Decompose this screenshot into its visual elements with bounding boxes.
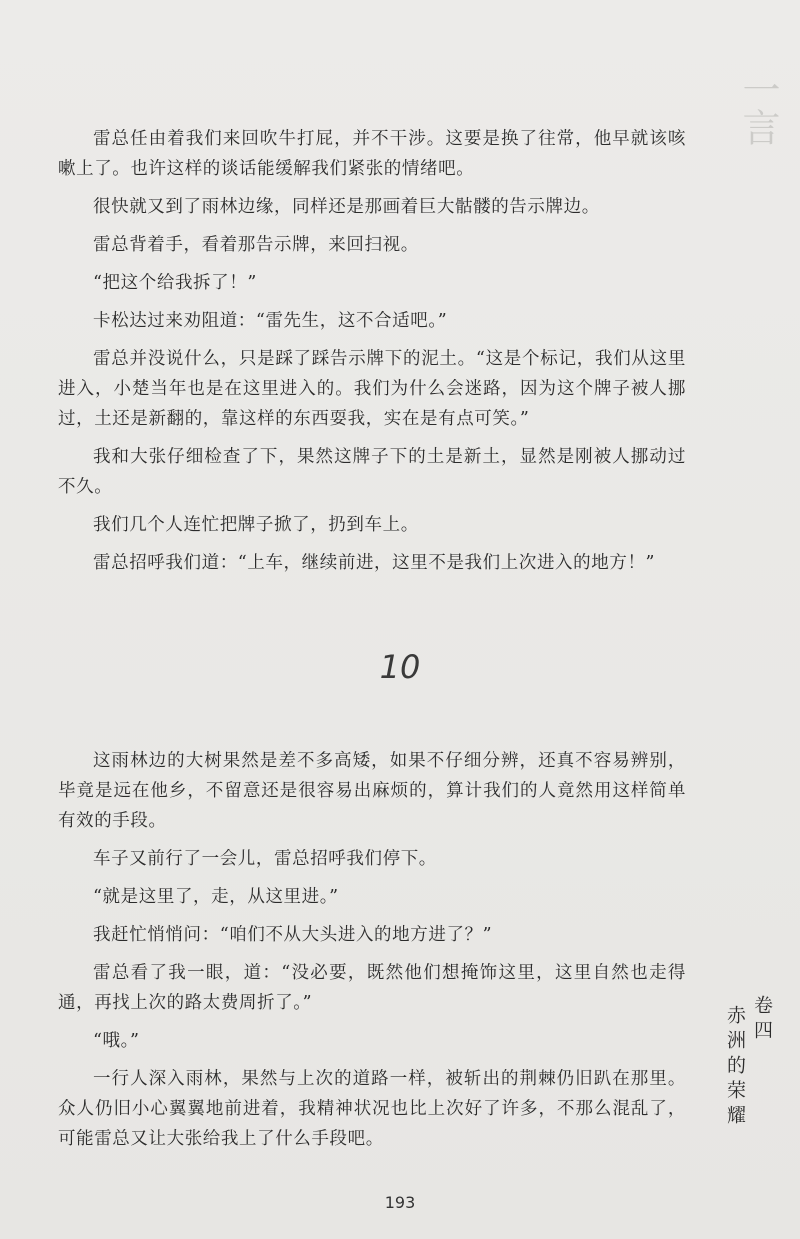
paragraph: 车子又前行了一会儿，雷总招呼我们停下。 bbox=[93, 849, 437, 869]
paragraph: 雷总并没说什么，只是踩了踩告示牌下的泥土。“这是个标记，我们从这里进入，小楚当年也是在这里进入的。我们为什么会迷路，因为这个牌子被人挪过，土还是新翻的，靠这样的东西耍我，实在是有点可笑。” bbox=[58, 349, 686, 429]
paragraph: 一行人深入雨林，果然与上次的道路一样，被斩出的荆棘仍旧趴在那里。众人仍旧小心翼翼地前进着，我精神状况也比上次好了许多，不那么混乱了，可能雷总又让大张给我上了什么手段吧。 bbox=[58, 1069, 686, 1149]
paragraph: 我赶忙悄悄问：“咱们不从大头进入的地方进了？” bbox=[93, 925, 493, 945]
paragraph: 雷总招呼我们道：“上车，继续前进，这里不是我们上次进入的地方！” bbox=[93, 553, 656, 573]
section-1 bbox=[58, 124, 686, 586]
volume-title: 赤洲的荣耀 bbox=[724, 1005, 746, 1130]
paragraph: 这雨林边的大树果然是差不多高矮，如果不仔细分辨，还真不容易辨别，毕竟是远在他乡，不留意还是很容易出麻烦的，算计我们的人竟然用这样简单有效的手段。 bbox=[58, 751, 686, 831]
section-2 bbox=[58, 746, 686, 1162]
paragraph: “哦。” bbox=[93, 1031, 140, 1051]
chapter-number: 10 bbox=[379, 648, 421, 686]
paragraph: 雷总背着手，看着那告示牌，来回扫视。 bbox=[93, 235, 419, 255]
paragraph: 很快就又到了雨林边缘，同样还是那画着巨大骷髅的告示牌边。 bbox=[93, 197, 600, 217]
paragraph: 雷总任由着我们来回吹牛打屁，并不干涉。这要是换了往常，他早就该咳嗽上了。也许这样的谈话能缓解我们紧张的情绪吧。 bbox=[58, 129, 686, 179]
paragraph: “就是这里了，走，从这里进。” bbox=[93, 887, 339, 907]
volume-label: 卷四 bbox=[751, 995, 773, 1045]
paragraph: “把这个给我拆了！” bbox=[93, 273, 257, 293]
paragraph: 我和大张仔细检查了下，果然这牌子下的土是新土，显然是刚被人挪动过不久。 bbox=[58, 447, 686, 497]
side-running-title bbox=[722, 995, 776, 1130]
page-number: 193 bbox=[384, 1193, 416, 1212]
corner-decoration: 一言 bbox=[736, 70, 780, 146]
paragraph: 我们几个人连忙把牌子掀了，扔到车上。 bbox=[93, 515, 419, 535]
paragraph: 卡松达过来劝阻道：“雷先生，这不合适吧。” bbox=[93, 311, 448, 331]
paragraph: 雷总看了我一眼，道：“没必要，既然他们想掩饰这里，这里自然也走得通，再找上次的路太费周折了。” bbox=[58, 963, 686, 1013]
